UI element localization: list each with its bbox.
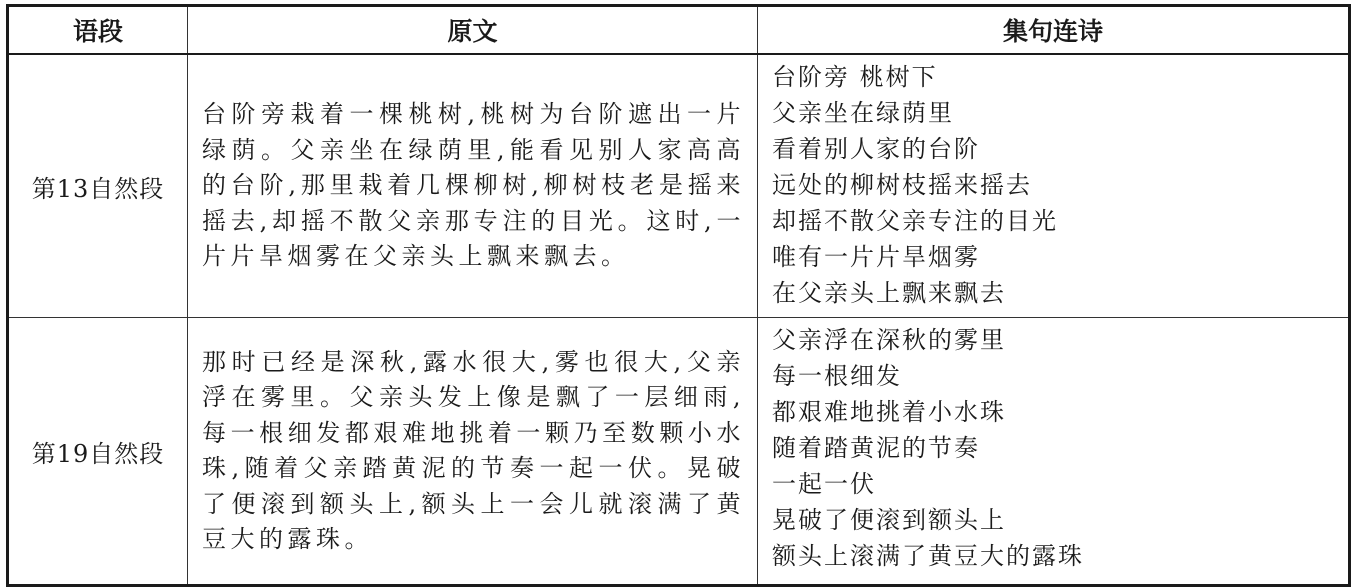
header-original: 原文: [188, 6, 758, 55]
poem-line: 都艰难地挑着小水珠: [772, 398, 1006, 426]
poem-line: 额头上滚满了黄豆大的露珠: [772, 542, 1084, 570]
header-poem: 集句连诗: [758, 6, 1350, 55]
poem-comparison-table: [6, 4, 1351, 587]
poem-line: 在父亲头上飘来飘去: [772, 279, 1006, 307]
poem-line: 随着踏黄泥的节奏: [772, 434, 980, 462]
poem-line: 唯有一片片旱烟雾: [772, 243, 980, 271]
segment-label: 第19自然段: [8, 318, 188, 586]
original-text-cell: [188, 54, 758, 318]
header-row: [8, 6, 1350, 55]
poem-line: 看着别人家的台阶: [772, 135, 980, 163]
poem-line: 父亲坐在绿荫里: [772, 99, 954, 127]
table-body: [8, 54, 1350, 586]
poem-line: 晃破了便滚到额头上: [772, 506, 1006, 534]
table-header: [8, 6, 1350, 55]
original-text-cell: [188, 318, 758, 586]
segment-label: 第13自然段: [8, 54, 188, 318]
table-row: [8, 54, 1350, 318]
poem-line: 父亲浮在深秋的雾里: [772, 326, 1006, 354]
original-text: 那时已经是深秋,露水很大,雾也很大,父亲浮在雾里。父亲头发上像是飘了一层细雨,每一根细发都艰难地挑着一颗乃至数颗小水珠,随着父亲踏黄泥的节奏一起一伏。晃破了便滚到额头上,额头上一会儿就滚满了黄豆大的露珠。: [202, 347, 745, 553]
poem-line: 却摇不散父亲专注的目光: [772, 207, 1058, 235]
poem-cell: [758, 54, 1350, 318]
poem-line: 远处的柳树枝摇来摇去: [772, 171, 1032, 199]
poem-line: 一起一伏: [772, 470, 876, 498]
poem-cell: [758, 318, 1350, 586]
header-segment: 语段: [8, 6, 188, 55]
table-row: [8, 318, 1350, 586]
poem-line: 每一根细发: [772, 362, 902, 390]
original-text: 台阶旁栽着一棵桃树,桃树为台阶遮出一片绿荫。父亲坐在绿荫里,能看见别人家高高的台阶,那里栽着几棵柳树,柳树枝老是摇来摇去,却摇不散父亲那专注的目光。这时,一片片旱烟雾在父亲头上飘来飘去。: [202, 100, 745, 271]
poem-line: 台阶旁 桃树下: [772, 63, 938, 91]
